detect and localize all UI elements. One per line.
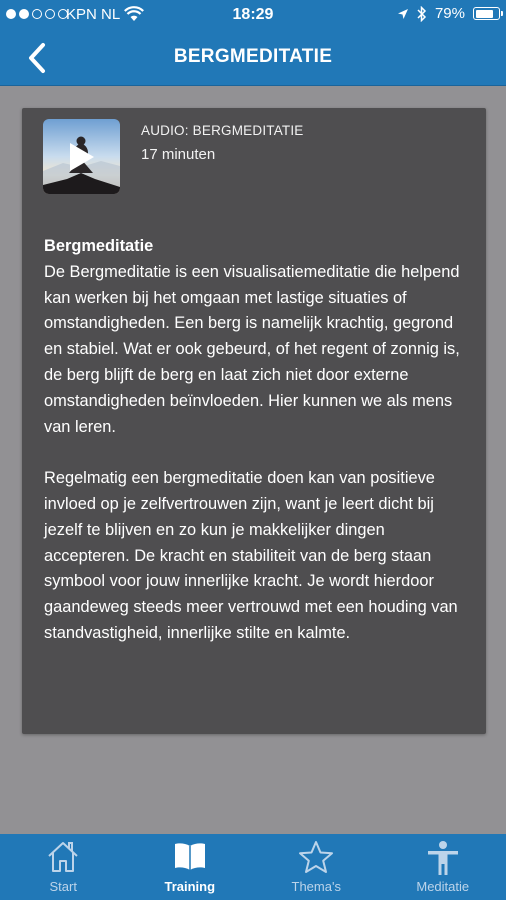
play-icon[interactable] (67, 141, 97, 173)
star-icon (298, 840, 334, 874)
tab-themas[interactable] (253, 834, 380, 900)
audio-label: AUDIO: BERGMEDITATIE (141, 123, 304, 138)
tab-training[interactable] (127, 834, 254, 900)
book-icon (173, 840, 207, 872)
tab-start-label: Start (49, 879, 77, 894)
description (44, 234, 468, 673)
meditation-card (22, 108, 486, 734)
battery-percentage: 79% (434, 5, 465, 22)
battery-icon (473, 7, 500, 20)
home-icon (47, 840, 79, 874)
tab-bar (0, 834, 506, 900)
page-title: BERGMEDITATIE (173, 46, 333, 67)
status-right (397, 5, 500, 22)
description-heading: Bergmeditatie (44, 237, 154, 255)
description-paragraph-1: De Bergmeditatie is een visualisatiemeditatie die helpend kan werken bij het omgaan met lastige situaties of omstandigheden. Een berg is namelijk krachtig, gegrond en stabiel. Wat er ook gebeurd, of het regent of zonnig is, de berg blijft de berg en laat zich niet door externe omstandigheden beïnvloeden. Hier kunnen we als mens van leren. (44, 262, 460, 436)
carrier-name: KPN NL (66, 6, 121, 23)
tab-start[interactable] (0, 834, 127, 900)
battery-fill (476, 10, 493, 18)
status-time: 18:29 (232, 6, 274, 23)
header (0, 30, 506, 86)
tab-meditatie[interactable] (380, 834, 506, 900)
tab-meditatie-label: Meditatie (416, 879, 470, 894)
audio-duration: 17 minuten (141, 146, 216, 163)
status-bar (0, 0, 506, 30)
location-icon (397, 8, 409, 20)
top-bar (0, 0, 506, 86)
bluetooth-icon (417, 6, 427, 22)
tab-themas-label: Thema's (291, 879, 341, 894)
audio-play-thumbnail[interactable] (43, 119, 120, 194)
description-paragraph-2: Regelmatig een bergmeditatie doen kan van positieve invloed op je zelfvertrouwen zijn, want je leert dicht bij jezelf te blijven en zo kun je makkelijker dingen accepteren. De kracht en stabiliteit van de berg staan symbool voor jouw innerlijke kracht. Je wordt hierdoor gaandeweg steeds meer vertrouwd met een houding van standvastigheid, innerlijke stilte en kalmte. (44, 469, 458, 642)
person-icon (426, 840, 460, 876)
tab-training-label: Training (164, 879, 216, 894)
